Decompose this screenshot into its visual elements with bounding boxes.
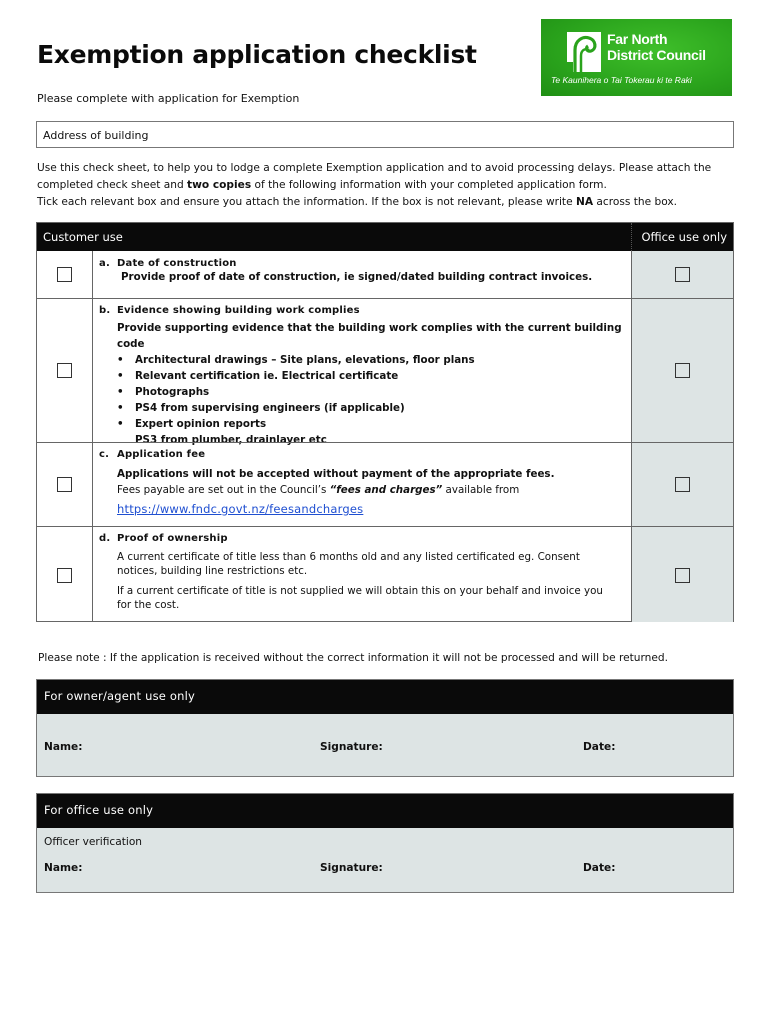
owner-signature-field[interactable]: Signature: <box>320 741 383 753</box>
item-heading: a. Date of construction <box>99 258 237 269</box>
customer-checkbox-b[interactable] <box>57 363 72 378</box>
evidence-bullet-list <box>117 352 629 432</box>
checklist-table <box>36 222 734 622</box>
intro-paragraph: Use this check sheet, to help you to lodge a complete Exemption application and to avoid processing delays. Please attach the completed check sheet and two copies of the following information with your completed application form. <box>37 162 712 191</box>
officer-signature-field[interactable]: Signature: <box>320 862 383 874</box>
item-heading: c. Application fee <box>99 449 206 460</box>
table-row-a <box>37 251 733 298</box>
owner-agent-panel-title: For owner/agent use only <box>37 680 733 714</box>
bullet-item: • Expert opinion reports <box>117 416 629 432</box>
item-extra: PS3 from plumber, drainlayer etc <box>135 434 327 446</box>
address-of-building-field[interactable] <box>36 121 734 148</box>
officer-verification-label: Officer verification <box>44 836 143 848</box>
item-description: Provide supporting evidence that the building work complies with the current building code <box>117 322 622 350</box>
item-heading: d. Proof of ownership <box>99 533 228 544</box>
column-customer-use: Customer use <box>43 230 123 244</box>
page-title: Exemption application checklist <box>37 40 477 69</box>
officer-date-field[interactable]: Date: <box>583 862 616 874</box>
customer-checkbox-d[interactable] <box>57 568 72 583</box>
office-checkbox-b[interactable] <box>675 363 690 378</box>
bullet-item: • Relevant certification ie. Electrical certificate <box>117 368 629 384</box>
item-heading: b. Evidence showing building work complies <box>99 305 360 316</box>
office-panel-title: For office use only <box>37 794 733 828</box>
office-checkbox-c[interactable] <box>675 477 690 492</box>
office-checkbox-d[interactable] <box>675 568 690 583</box>
item-description: Provide proof of date of construction, ie signed/dated building contract invoices. <box>121 271 593 283</box>
item-description: If a current certificate of title is not supplied we will obtain this on your behalf and invoice you for the cost. <box>117 585 603 611</box>
bullet-item: • Photographs <box>117 384 629 400</box>
council-logo <box>541 19 732 96</box>
item-description: A current certificate of title less than 6 months old and any listed certificated eg. Consent notices, building line restrictions etc. <box>117 551 580 577</box>
owner-agent-panel <box>36 679 734 777</box>
customer-checkbox-a[interactable] <box>57 267 72 282</box>
column-office-use: Office use only <box>641 230 727 244</box>
address-label: Address of building <box>43 129 149 142</box>
koru-logo-icon <box>567 32 601 72</box>
customer-checkbox-c[interactable] <box>57 477 72 492</box>
table-row-d <box>37 526 733 622</box>
item-description: Applications will not be accepted without payment of the appropriate fees. <box>117 468 555 480</box>
bullet-item: • Architectural drawings – Site plans, elevations, floor plans <box>117 352 629 368</box>
table-header <box>37 223 733 251</box>
logo-tagline: Te Kaunihera o Tai Tokerau ki te Raki <box>551 75 692 85</box>
logo-name: Far North District Council <box>607 31 706 63</box>
office-checkbox-a[interactable] <box>675 267 690 282</box>
table-row-c <box>37 442 733 526</box>
header-divider <box>631 223 632 251</box>
instruction-paragraph: Tick each relevant box and ensure you attach the information. If the box is not relevant, please write NA across the box. <box>37 196 678 208</box>
officer-name-field[interactable]: Name: <box>44 862 83 874</box>
fees-text: Fees payable are set out in the Council’s “fees and charges” available from <box>117 484 520 496</box>
page-subtitle: Please complete with application for Exemption <box>37 92 300 105</box>
office-use-panel <box>36 793 734 893</box>
bullet-item: • PS4 from supervising engineers (if applicable) <box>117 400 629 416</box>
owner-date-field[interactable]: Date: <box>583 741 616 753</box>
owner-name-field[interactable]: Name: <box>44 741 83 753</box>
processing-note: Please note : If the application is received without the correct information it will not be processed and will be returned. <box>38 652 668 664</box>
table-row-b <box>37 298 733 446</box>
fees-and-charges-link[interactable]: https://www.fndc.govt.nz/feesandcharges <box>117 502 364 516</box>
